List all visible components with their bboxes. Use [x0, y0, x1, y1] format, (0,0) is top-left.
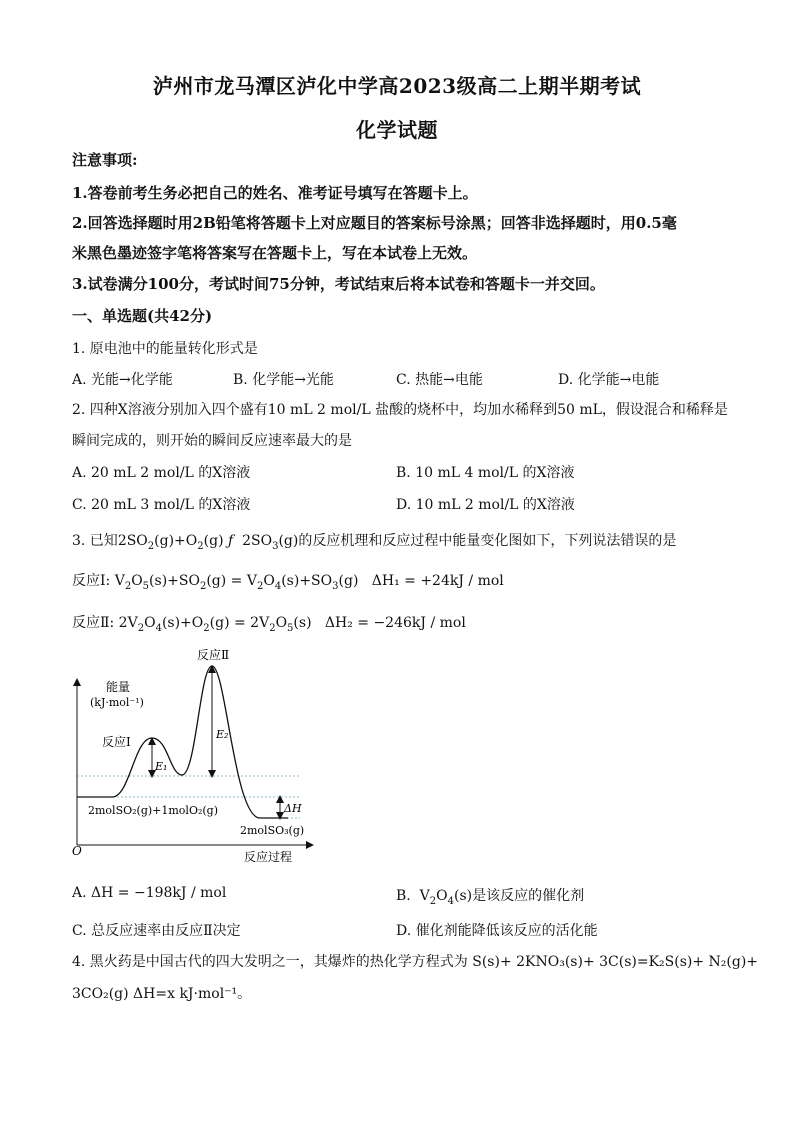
q3-stem-prefix: 3. 已知	[72, 533, 118, 549]
products-label: 2molSO₃(g)	[240, 824, 305, 837]
q2-option-c[interactable]: C. 20 mL 3 mol/L 的X溶液	[72, 497, 251, 513]
q3-r2-equation: $2V_2O_4(s)+O_2(g) = 2V_2O_5(s)$	[114, 615, 325, 634]
q2-option-a[interactable]: A. 20 mL 2 mol/L 的X溶液	[72, 465, 251, 481]
energy-diagram	[62, 640, 322, 870]
q2-stem-line1: 2. 四种X溶液分别加入四个盛有10 mL 2 mol/L 盐酸的烧杯中，均加水稀释到50 mL，假设混合和稀释是	[72, 402, 728, 418]
q4-line2: 3CO₂(g) ΔH=x kJ·mol⁻¹。	[72, 986, 252, 1002]
q3-equation: $2SO_2(g)+O_2(g)$ ƒ $2SO_3(g)$	[117, 533, 299, 552]
q3-r1-label: 反应Ⅰ:	[72, 573, 111, 589]
y-axis-label-1: 能量	[106, 680, 131, 694]
q2-stem-line2: 瞬间完成的，则开始的瞬间反应速率最大的是	[72, 433, 352, 449]
dh-label: ΔH	[284, 802, 302, 815]
y-axis-label-2: (kJ·mol⁻¹)	[90, 696, 144, 709]
peak1-label: 反应Ⅰ	[102, 735, 131, 749]
q3-reaction-2	[72, 612, 466, 634]
peak2-label: 反应Ⅱ	[197, 648, 230, 662]
origin-label: O	[72, 844, 82, 858]
notice-item-2-cont: 米黑色墨迹签字笔将答案写在答题卡上，写在本试卷上无效。	[72, 244, 478, 262]
q1-option-d[interactable]: D. 化学能→电能	[558, 372, 660, 388]
x-axis-label: 反应过程	[244, 850, 293, 864]
q1-option-c[interactable]: C. 热能→电能	[396, 372, 483, 388]
q1-option-a[interactable]: A. 光能→化学能	[72, 372, 173, 388]
q3-option-b[interactable]	[396, 885, 584, 907]
q3-stem-suffix: 的反应机理和反应过程中能量变化图如下，下列说法错误的是	[298, 533, 677, 549]
q3-r2-label: 反应Ⅱ:	[72, 615, 115, 631]
q3-option-c[interactable]: C. 总反应速率由反应Ⅱ决定	[72, 923, 241, 939]
reactants-label: 2molSO₂(g)+1molO₂(g)	[88, 804, 218, 817]
notice-item-1: 1.答卷前考生务必把自己的姓名、准考证号填写在答题卡上。	[72, 184, 478, 202]
q3-option-a[interactable]: A. ΔH = −198kJ / mol	[72, 885, 227, 901]
q1-stem: 1. 原电池中的能量转化形式是	[72, 341, 258, 357]
q3-r1-dh: ΔH₁ = +24kJ / mol	[371, 573, 504, 589]
q3-reaction-1	[72, 570, 504, 592]
notice-heading: 注意事项:	[72, 151, 138, 169]
q3-option-b-formula: $V_2O_4(s)$	[410, 888, 473, 907]
q1-option-b[interactable]: B. 化学能→光能	[233, 372, 334, 388]
section-heading: 一、单选题(共42分)	[72, 307, 213, 325]
q2-option-d[interactable]: D. 10 mL 2 mol/L 的X溶液	[396, 497, 575, 513]
q3-r1-equation: $V_2O_5(s)+SO_2(g) = V_2O_4(s)+SO_3(g)$	[110, 573, 372, 592]
page-subtitle: 化学试题	[356, 118, 438, 142]
q3-option-d[interactable]: D. 催化剂能降低该反应的活化能	[396, 923, 598, 939]
e1-label: E₁	[155, 760, 168, 773]
q3-stem	[72, 530, 676, 552]
e2-label: E₂	[216, 728, 229, 741]
q3-option-b-text: 是该反应的催化剂	[472, 888, 585, 904]
q4-line1: 4. 黑火药是中国古代的四大发明之一，其爆炸的热化学方程式为 S(s)+ 2KNO₃(s)+ 3C(s)=K₂S(s)+ N₂(g)+	[72, 954, 759, 970]
notice-item-3: 3.试卷满分100分，考试时间75分钟，考试结束后将本试卷和答题卡一并交回。	[72, 275, 605, 293]
notice-item-2: 2.回答选择题时用2B铅笔将答题卡上对应题目的答案标号涂黑；回答非选择题时，用0.5毫	[72, 214, 677, 232]
q3-option-b-prefix: B.	[396, 888, 411, 904]
q3-r2-dh: ΔH₂ = −246kJ / mol	[324, 615, 466, 631]
q2-option-b[interactable]: B. 10 mL 4 mol/L 的X溶液	[396, 465, 575, 481]
page-title: 泸州市龙马潭区泸化中学高2023级高二上期半期考试	[152, 74, 642, 98]
